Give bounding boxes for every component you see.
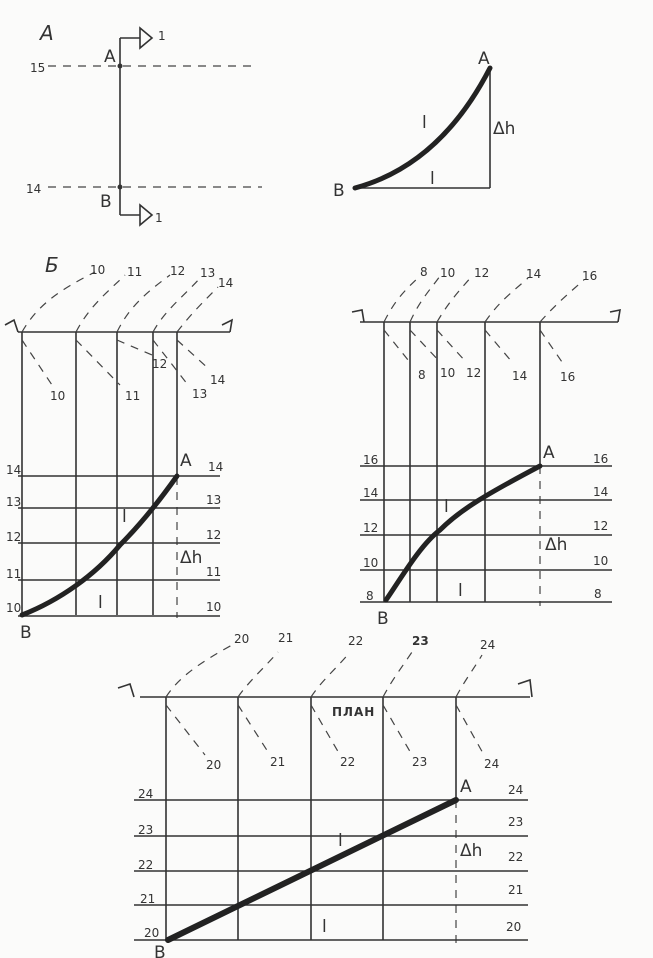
triangle-b-label: B	[333, 181, 345, 201]
bottom-label-23: 23	[412, 755, 428, 769]
right-level-12: 12	[593, 519, 609, 533]
contour-top-22	[311, 652, 350, 697]
right-level-14: 14	[593, 485, 609, 499]
right-level-22: 22	[508, 850, 524, 864]
cut-arrow-bottom	[120, 205, 152, 225]
bottom-label-24: 24	[484, 757, 500, 771]
cut-arrow-top	[120, 28, 152, 48]
l-base-label: l	[322, 917, 327, 937]
bottom-label-13: 13	[192, 387, 208, 401]
plan-label: ПЛАН	[332, 705, 376, 719]
l-slope-label: l	[444, 497, 449, 517]
contour-top-14	[485, 278, 528, 322]
cut-mark-top: 1	[158, 29, 166, 43]
triangle-l-base-label: l	[430, 169, 435, 189]
left-level-12: 12	[6, 530, 22, 544]
contour-low-23	[383, 705, 412, 755]
contour-top-11	[76, 275, 125, 332]
right-level-20: 20	[506, 920, 522, 934]
contour-top-10	[22, 272, 95, 332]
right-level-10: 10	[206, 600, 222, 614]
top-label-12: 12	[474, 266, 490, 280]
left-level-23: 23	[138, 823, 154, 837]
right-level-10: 10	[593, 554, 609, 568]
section-letter-a: А	[40, 21, 54, 45]
triangle-l-slope-label: l	[422, 113, 427, 133]
left-level-22: 22	[138, 858, 154, 872]
contour-top-23	[383, 652, 412, 697]
right-level-23: 23	[508, 815, 524, 829]
top-label-8: 8	[420, 265, 428, 279]
top-label-14: 14	[526, 267, 542, 281]
point-b-dot	[118, 185, 123, 190]
l-base-label: l	[98, 593, 103, 613]
top-label-21: 21	[278, 631, 294, 645]
point-a-label: A	[180, 451, 192, 471]
level-label-15: 15	[30, 61, 46, 75]
right-level-24: 24	[508, 783, 524, 797]
slope-curve	[386, 466, 540, 600]
l-slope-label: l	[122, 507, 127, 527]
top-label-10: 10	[440, 266, 456, 280]
section-end-left	[5, 320, 18, 332]
bottom-label-11: 11	[125, 389, 141, 403]
contour-top-10	[410, 276, 440, 322]
slope-line	[168, 800, 456, 940]
bottom-label-16: 16	[560, 370, 576, 384]
point-b-label: B	[100, 192, 112, 212]
top-label-14: 14	[218, 276, 234, 290]
left-level-12: 12	[363, 521, 379, 535]
top-label-22: 22	[348, 634, 364, 648]
panel-a	[26, 21, 515, 225]
bottom-label-8: 8	[418, 368, 426, 382]
contour-top-8	[384, 276, 420, 322]
contour-low-24	[456, 705, 484, 755]
point-a-label: A	[543, 443, 555, 463]
contour-top-24	[456, 655, 482, 697]
bottom-label-20: 20	[206, 758, 222, 772]
bottom-label-12: 12	[152, 357, 168, 371]
point-b-label: B	[20, 623, 32, 643]
right-level-11: 11	[206, 565, 222, 579]
panel-b-left	[5, 253, 233, 643]
contour-low-14	[177, 340, 210, 370]
contour-low-21	[238, 705, 270, 755]
left-level-11: 11	[6, 567, 22, 581]
section-end-right	[222, 320, 232, 332]
top-label-11: 11	[127, 265, 143, 279]
left-level-13: 13	[6, 495, 22, 509]
contour-top-12	[117, 275, 170, 332]
contour-low-12	[437, 330, 466, 362]
contour-top-21	[238, 652, 278, 697]
top-label-23: 23	[412, 634, 429, 648]
l-slope-label: l	[338, 831, 343, 851]
contour-low-8	[384, 330, 412, 365]
point-a-label: A	[460, 777, 472, 797]
right-level-21: 21	[508, 883, 524, 897]
contour-low-10	[22, 340, 52, 385]
contour-low-16	[540, 330, 562, 362]
contour-top-16	[540, 280, 584, 322]
contour-top-20	[166, 645, 232, 697]
point-b-label: B	[154, 943, 166, 958]
triangle-a-label: A	[478, 49, 490, 69]
cut-mark-bottom: 1	[155, 211, 163, 225]
contour-top-12	[437, 276, 472, 322]
section-end-right	[518, 680, 532, 697]
left-level-14: 14	[6, 463, 22, 477]
left-level-10: 10	[363, 556, 379, 570]
triangle-dh-label: Δh	[493, 119, 516, 139]
contour-low-11	[76, 340, 120, 385]
bottom-label-21: 21	[270, 755, 286, 769]
left-level-8: 8	[366, 589, 374, 603]
top-label-10: 10	[90, 263, 106, 277]
contour-low-12	[117, 340, 152, 355]
dh-label: Δh	[545, 535, 568, 555]
bottom-label-10: 10	[440, 366, 456, 380]
top-label-12: 12	[170, 264, 186, 278]
right-level-14: 14	[208, 460, 224, 474]
level-label-14: 14	[26, 182, 42, 196]
contour-low-20	[166, 705, 205, 755]
right-level-8: 8	[594, 587, 602, 601]
right-level-16: 16	[593, 452, 609, 466]
section-end-left	[118, 684, 134, 697]
bottom-label-22: 22	[340, 755, 356, 769]
right-level-13: 13	[206, 493, 222, 507]
section-end-right	[610, 310, 620, 322]
contour-top-14	[177, 287, 218, 332]
left-level-14: 14	[363, 486, 379, 500]
left-level-10: 10	[6, 601, 22, 615]
panel-bottom	[118, 631, 532, 958]
bottom-label-14: 14	[512, 369, 528, 383]
left-level-20: 20	[144, 926, 160, 940]
point-a-dot	[118, 64, 123, 69]
left-level-16: 16	[363, 453, 379, 467]
top-label-24: 24	[480, 638, 496, 652]
top-label-20: 20	[234, 632, 250, 646]
point-b-label: B	[377, 609, 389, 629]
section-letter-b: Б	[45, 253, 59, 277]
bottom-label-12: 12	[466, 366, 482, 380]
left-level-21: 21	[140, 892, 156, 906]
bottom-label-14: 14	[210, 373, 226, 387]
contour-top-13	[153, 278, 200, 332]
dh-label: Δh	[460, 841, 483, 861]
top-label-16: 16	[582, 269, 598, 283]
top-label-13: 13	[200, 266, 216, 280]
contour-low-10	[410, 330, 440, 362]
left-level-24: 24	[138, 787, 154, 801]
section-end-left	[352, 310, 364, 322]
panel-b-right	[352, 265, 620, 629]
dh-label: Δh	[180, 548, 203, 568]
l-base-label: l	[458, 581, 463, 601]
right-level-12: 12	[206, 528, 222, 542]
contour-low-14	[485, 330, 512, 362]
bottom-label-10: 10	[50, 389, 66, 403]
point-a-label: A	[104, 47, 116, 67]
